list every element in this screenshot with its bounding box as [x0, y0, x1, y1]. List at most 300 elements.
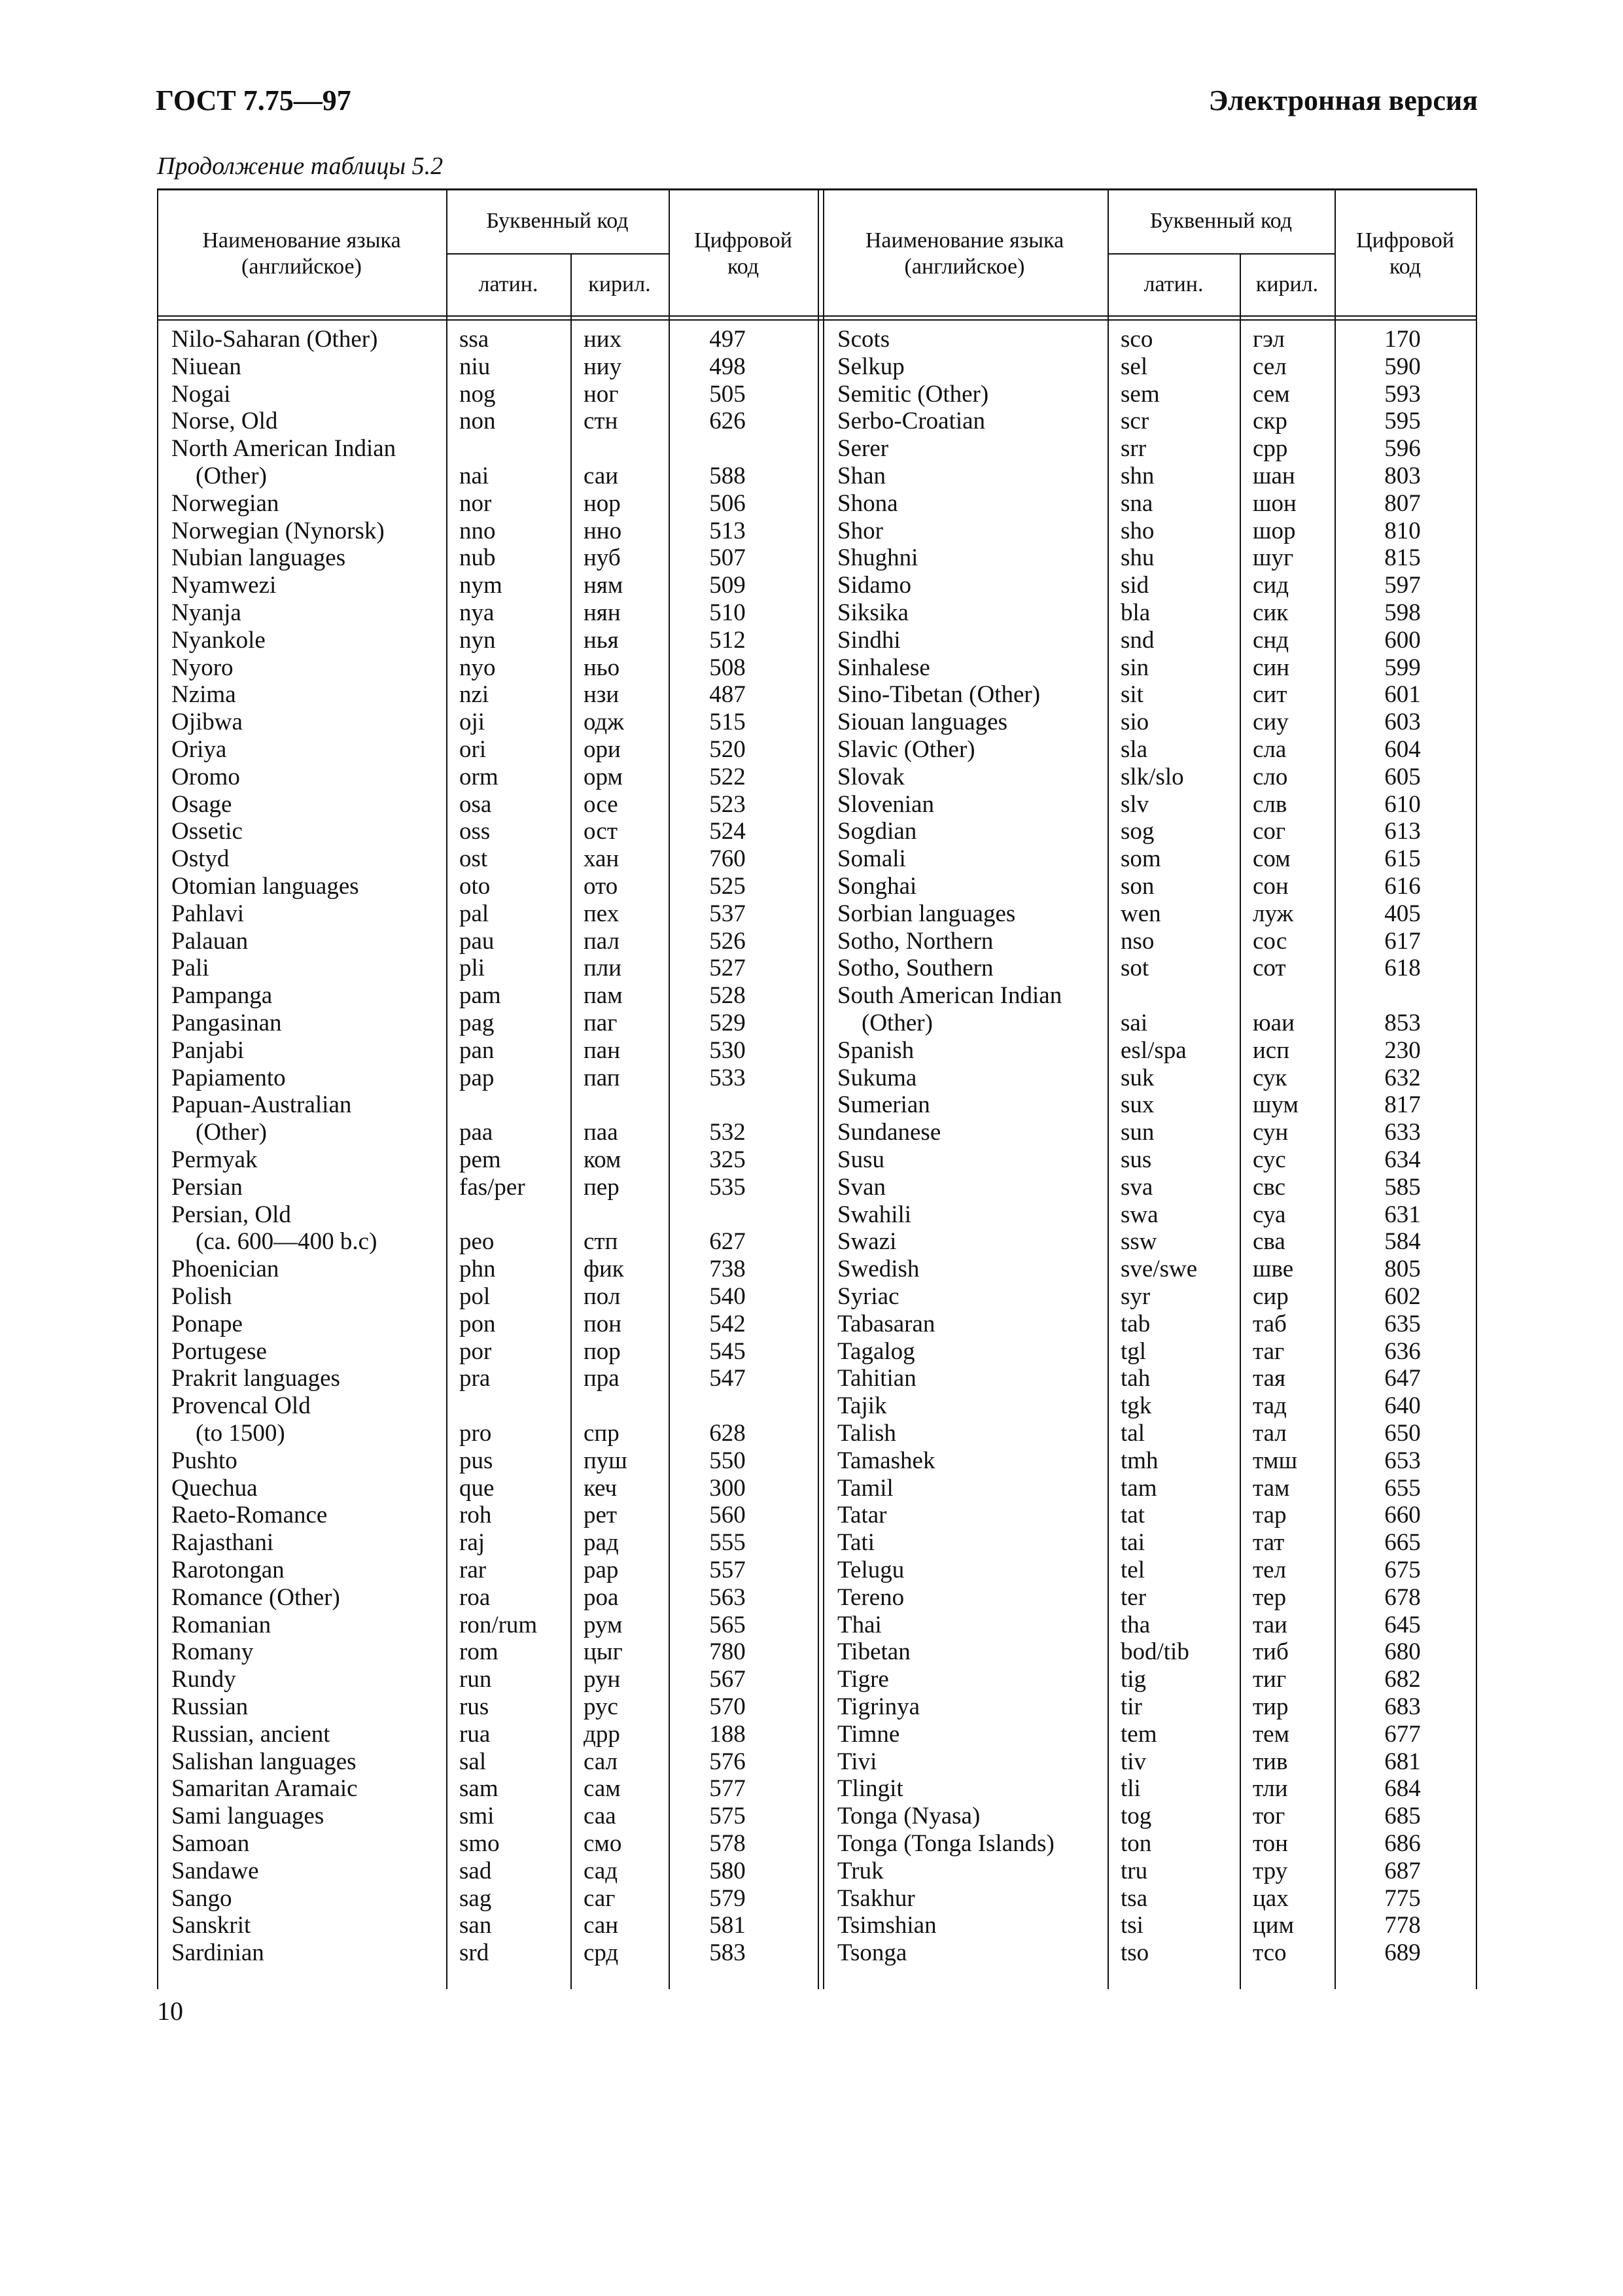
language-name: Tahitian — [837, 1365, 916, 1392]
cyrillic-code: стн — [584, 408, 618, 435]
language-name: Nyankole — [171, 626, 266, 654]
cyrillic-code: роа — [584, 1583, 619, 1611]
cyrillic-code: рум — [584, 1611, 623, 1638]
latin-code: orm — [459, 763, 498, 790]
latin-code: sai — [1121, 1010, 1148, 1036]
digital-code: 523 — [709, 790, 746, 818]
cyrillic-code: срд — [584, 1939, 619, 1967]
language-name: Permyak — [171, 1146, 258, 1173]
digital-code: 526 — [709, 927, 746, 955]
table-row — [157, 1119, 1477, 1146]
digital-code: 598 — [1384, 599, 1421, 626]
cyrillic-code: сит — [1253, 681, 1287, 709]
digital-code: 487 — [709, 681, 746, 709]
table-row — [157, 681, 1477, 709]
cyrillic-code: спр — [584, 1420, 620, 1447]
table-row — [157, 1256, 1477, 1283]
language-name: Slovenian — [837, 790, 934, 818]
cyrillic-code: скр — [1253, 408, 1287, 435]
digital-code: 645 — [1384, 1611, 1421, 1638]
language-name: Nzima — [171, 681, 236, 709]
cyrillic-code: сел — [1253, 353, 1287, 380]
cyrillic-code: слв — [1253, 790, 1287, 818]
latin-code: phn — [459, 1256, 496, 1283]
cyrillic-code: сир — [1253, 1283, 1289, 1310]
digital-code: 579 — [709, 1884, 746, 1912]
header-letter-code: Буквенный код — [486, 208, 629, 233]
language-name: Sinhalese — [837, 654, 930, 681]
table-row — [157, 326, 1477, 353]
language-name: Syriac — [837, 1283, 899, 1310]
language-name: Salishan languages — [171, 1748, 357, 1775]
language-name: Sardinian — [171, 1939, 264, 1967]
latin-code: sem — [1121, 380, 1160, 408]
language-name: Rarotongan — [171, 1557, 285, 1583]
digital-code: 805 — [1384, 1256, 1421, 1283]
latin-code: slv — [1121, 790, 1149, 818]
latin-code: san — [459, 1912, 492, 1939]
latin-code: sho — [1121, 517, 1155, 544]
table-row — [157, 900, 1477, 928]
digital-code: 660 — [1384, 1502, 1421, 1529]
language-name: Panjabi — [171, 1036, 244, 1064]
language-name: Shor — [837, 517, 883, 544]
cyrillic-code: ньо — [584, 654, 620, 681]
latin-code: peo — [459, 1228, 495, 1256]
latin-code: pus — [459, 1447, 493, 1474]
cyrillic-code: цах — [1253, 1884, 1289, 1912]
latin-code: tsa — [1121, 1884, 1148, 1912]
cyrillic-code: тли — [1253, 1775, 1288, 1803]
cyrillic-code: шуг — [1253, 544, 1294, 572]
latin-code: osa — [459, 790, 492, 818]
digital-code: 647 — [1384, 1365, 1421, 1392]
digital-code: 529 — [709, 1010, 746, 1036]
language-name: Tamashek — [837, 1447, 935, 1474]
language-name: Pangasinan — [171, 1010, 282, 1036]
latin-code: pam — [459, 982, 501, 1010]
cyrillic-code: тад — [1253, 1392, 1287, 1420]
language-name: Ostyd — [171, 845, 230, 873]
latin-code: rua — [459, 1720, 491, 1748]
language-name: Tsonga — [837, 1939, 907, 1967]
table-row — [157, 435, 1477, 463]
latin-code: tgl — [1121, 1337, 1147, 1365]
language-name: Thai — [837, 1611, 882, 1638]
language-name: Shona — [837, 489, 898, 517]
latin-code: swa — [1121, 1201, 1159, 1228]
cyrillic-code: тат — [1253, 1529, 1285, 1557]
language-name: Tereno — [837, 1583, 905, 1611]
digital-code: 230 — [1384, 1036, 1421, 1064]
language-name: Scots — [837, 326, 890, 353]
latin-code: nai — [459, 463, 489, 489]
digital-code: 588 — [709, 463, 746, 489]
language-name: North American Indian — [171, 435, 396, 463]
digital-code: 550 — [709, 1447, 746, 1474]
latin-code: tah — [1121, 1365, 1151, 1392]
language-name: Sandawe — [171, 1857, 259, 1884]
latin-code: scr — [1121, 408, 1149, 435]
digital-code: 530 — [709, 1036, 746, 1064]
latin-code: non — [459, 408, 496, 435]
cyrillic-code: пон — [584, 1310, 622, 1337]
latin-code: sid — [1121, 572, 1149, 599]
digital-code: 300 — [709, 1474, 746, 1502]
table-row — [157, 845, 1477, 873]
latin-code: run — [459, 1666, 492, 1693]
language-name: Tsakhur — [837, 1884, 915, 1912]
latin-code: tir — [1121, 1693, 1142, 1720]
cyrillic-code: пуш — [584, 1447, 627, 1474]
language-name: Sindhi — [837, 626, 901, 654]
digital-code: 683 — [1384, 1693, 1421, 1720]
cyrillic-code: осе — [584, 790, 618, 818]
language-name: Tonga (Nyasa) — [837, 1803, 981, 1830]
cyrillic-code: смо — [584, 1830, 622, 1857]
table-row — [157, 599, 1477, 627]
language-name: Ossetic — [171, 818, 243, 845]
latin-code: sva — [1121, 1173, 1153, 1201]
table-row — [157, 1803, 1477, 1830]
cyrillic-code: тру — [1253, 1857, 1288, 1884]
language-name: Timne — [837, 1720, 900, 1748]
digital-code: 627 — [709, 1228, 746, 1256]
language-name: Tagalog — [837, 1337, 915, 1365]
digital-code: 597 — [1384, 572, 1421, 599]
cyrillic-code: пан — [584, 1036, 621, 1064]
digital-code: 604 — [1384, 736, 1421, 763]
language-name: Svan — [837, 1173, 886, 1201]
digital-code: 595 — [1384, 408, 1421, 435]
digital-code: 681 — [1384, 1748, 1421, 1775]
digital-code: 605 — [1384, 763, 1421, 790]
cyrillic-code: юаи — [1253, 1010, 1295, 1036]
latin-code: smi — [459, 1803, 495, 1830]
cyrillic-code: пех — [584, 900, 620, 927]
digital-code: 532 — [709, 1119, 746, 1146]
language-name: Nilo-Saharan (Other) — [171, 326, 378, 353]
language-name: Tigre — [837, 1666, 889, 1693]
cyrillic-code: тив — [1253, 1748, 1288, 1775]
cyrillic-code: фик — [584, 1256, 624, 1283]
latin-code: roh — [459, 1502, 492, 1529]
cyrillic-code: тел — [1253, 1557, 1287, 1583]
cyrillic-code: рад — [584, 1529, 619, 1557]
digital-code: 567 — [709, 1666, 746, 1693]
digital-code: 525 — [709, 873, 746, 900]
language-name: Nubian languages — [171, 544, 346, 572]
latin-code: tgk — [1121, 1392, 1152, 1420]
digital-code: 528 — [709, 982, 746, 1010]
latin-code: ori — [459, 736, 487, 763]
latin-code: srd — [459, 1939, 489, 1967]
latin-code: smo — [459, 1830, 500, 1857]
digital-code: 626 — [709, 408, 746, 435]
language-name: (to 1500) — [171, 1420, 285, 1447]
cyrillic-code: ням — [584, 572, 623, 599]
cyrillic-code: сук — [1253, 1064, 1287, 1091]
table-row — [157, 627, 1477, 654]
cyrillic-code: рус — [584, 1693, 618, 1720]
digital-code: 615 — [1384, 845, 1421, 873]
table-row — [157, 818, 1477, 845]
digital-code: 760 — [709, 845, 746, 873]
cyrillic-code: таб — [1253, 1310, 1287, 1337]
digital-code: 603 — [1384, 709, 1421, 736]
latin-code: sit — [1121, 681, 1143, 709]
cyrillic-code: тем — [1253, 1720, 1290, 1748]
language-name: Spanish — [837, 1036, 915, 1064]
latin-code: sco — [1121, 326, 1153, 353]
table-row — [157, 955, 1477, 982]
header-cyrillic: кирил. — [588, 272, 651, 296]
latin-code: rom — [459, 1638, 498, 1666]
digital-code: 520 — [709, 736, 746, 763]
latin-code: tha — [1121, 1611, 1151, 1638]
digital-code: 675 — [1384, 1557, 1421, 1583]
latin-code: que — [459, 1474, 495, 1502]
language-name: Tibetan — [837, 1638, 911, 1666]
table-row — [157, 518, 1477, 545]
table-row — [157, 1174, 1477, 1201]
header-latin: латин. — [478, 272, 538, 296]
language-name: Sango — [171, 1884, 232, 1912]
table-row — [157, 1612, 1477, 1639]
header-language-name: Наименование языка (английское) — [202, 228, 401, 279]
latin-code: rus — [459, 1693, 489, 1720]
latin-code: pap — [459, 1064, 495, 1091]
language-name: Shughni — [837, 544, 918, 572]
table-row — [157, 1201, 1477, 1229]
latin-code: esl/spa — [1121, 1036, 1187, 1064]
digital-code: 507 — [709, 544, 746, 572]
latin-code: ron/rum — [459, 1611, 538, 1638]
cyrillic-code: снд — [1253, 626, 1289, 654]
cyrillic-code: паа — [584, 1119, 618, 1146]
cyrillic-code: пол — [584, 1283, 621, 1310]
latin-code: paa — [459, 1119, 493, 1146]
language-name: Sumerian — [837, 1091, 930, 1119]
language-name: Sundanese — [837, 1119, 941, 1146]
latin-code: bod/tib — [1121, 1638, 1189, 1666]
language-name: Rajasthani — [171, 1529, 274, 1557]
latin-code: sux — [1121, 1091, 1155, 1119]
digital-code: 601 — [1384, 681, 1421, 709]
latin-code: pro — [459, 1420, 492, 1447]
cyrillic-code: ото — [584, 873, 618, 900]
language-name: Samoan — [171, 1830, 250, 1857]
cyrillic-code: сва — [1253, 1228, 1285, 1256]
header-digital-code: Цифровой код — [1356, 228, 1454, 279]
latin-code: tso — [1121, 1939, 1149, 1967]
latin-code: snd — [1121, 626, 1155, 654]
latin-code: pag — [459, 1010, 495, 1036]
latin-code: por — [459, 1337, 492, 1365]
language-name: Sogdian — [837, 818, 917, 845]
cyrillic-code: тиб — [1253, 1638, 1289, 1666]
table-row — [157, 1283, 1477, 1311]
digital-code: 682 — [1384, 1666, 1421, 1693]
latin-code: suk — [1121, 1064, 1155, 1091]
latin-code: sus — [1121, 1146, 1152, 1173]
language-name: Siksika — [837, 599, 909, 626]
edition-label: Электронная версия — [1208, 84, 1478, 116]
digital-code: 685 — [1384, 1803, 1421, 1830]
cyrillic-code: тер — [1253, 1583, 1287, 1611]
document-standard-id: ГОСТ 7.75—97 — [156, 84, 351, 116]
language-name: Persian, Old — [171, 1201, 291, 1228]
digital-code: 533 — [709, 1064, 746, 1091]
language-name: Papuan-Australian — [171, 1091, 352, 1119]
table-row — [157, 381, 1477, 408]
digital-code: 581 — [709, 1912, 746, 1939]
cyrillic-code: таг — [1253, 1337, 1285, 1365]
cyrillic-code: дрр — [584, 1720, 620, 1748]
cyrillic-code: сан — [584, 1912, 619, 1939]
digital-code: 557 — [709, 1557, 746, 1583]
latin-code: tiv — [1121, 1748, 1147, 1775]
latin-code: nso — [1121, 927, 1155, 955]
cyrillic-code: сло — [1253, 763, 1288, 790]
digital-code: 600 — [1384, 626, 1421, 654]
cyrillic-code: свс — [1253, 1173, 1286, 1201]
digital-code: 505 — [709, 380, 746, 408]
cyrillic-code: ост — [584, 818, 618, 845]
digital-code: 512 — [709, 626, 746, 654]
table-row — [157, 654, 1477, 682]
table-row — [157, 1392, 1477, 1420]
cyrillic-code: ком — [584, 1146, 621, 1173]
digital-code: 617 — [1384, 927, 1421, 955]
digital-code: 405 — [1384, 900, 1421, 927]
cyrillic-code: сун — [1253, 1119, 1289, 1146]
digital-code: 632 — [1384, 1064, 1421, 1091]
latin-code: nym — [459, 572, 502, 599]
language-name: Sotho, Northern — [837, 927, 994, 955]
digital-code: 815 — [1384, 544, 1421, 572]
header-bottom-rule — [157, 315, 1477, 321]
language-name: Romany — [171, 1638, 254, 1666]
language-name: Tivi — [837, 1748, 877, 1775]
digital-code: 506 — [709, 489, 746, 517]
language-name: Ponape — [171, 1310, 243, 1337]
language-name: Sanskrit — [171, 1912, 251, 1939]
cyrillic-code: сог — [1253, 818, 1286, 845]
language-name: Pushto — [171, 1447, 237, 1474]
digital-code: 170 — [1384, 326, 1421, 353]
latin-code: tmh — [1121, 1447, 1159, 1474]
digital-code: 560 — [709, 1502, 746, 1529]
latin-code: tam — [1121, 1474, 1157, 1502]
cyrillic-code: сад — [584, 1857, 618, 1884]
cyrillic-code: нор — [584, 489, 621, 517]
latin-code: raj — [459, 1529, 485, 1557]
cyrillic-code: нзи — [584, 681, 620, 709]
latin-code: tig — [1121, 1666, 1147, 1693]
cyrillic-code: шве — [1253, 1256, 1294, 1283]
latin-code: syr — [1121, 1283, 1151, 1310]
language-name: Semitic (Other) — [837, 380, 989, 408]
latin-code: nno — [459, 517, 496, 544]
latin-code: oji — [459, 709, 485, 736]
cyrillic-code: там — [1253, 1474, 1290, 1502]
language-name: Tigrinya — [837, 1693, 920, 1720]
digital-code: 810 — [1384, 517, 1421, 544]
table-row — [157, 1502, 1477, 1529]
header-letter-code: Буквенный код — [1149, 208, 1293, 233]
digital-code: 633 — [1384, 1119, 1421, 1146]
cyrillic-code: сла — [1253, 736, 1287, 763]
table-row — [157, 1065, 1477, 1092]
table-row — [157, 736, 1477, 764]
header-digital-code: Цифровой код — [694, 228, 792, 279]
language-name: Swazi — [837, 1228, 897, 1256]
language-name: Prakrit languages — [171, 1365, 340, 1392]
digital-code: 634 — [1384, 1146, 1421, 1173]
table-row — [157, 1146, 1477, 1174]
cyrillic-code: сем — [1253, 380, 1290, 408]
latin-code: pau — [459, 927, 495, 955]
digital-code: 853 — [1384, 1010, 1421, 1036]
language-name: Somali — [837, 845, 906, 873]
language-name: Samaritan Aramaic — [171, 1775, 358, 1803]
header-language-name: Наименование языка (английское) — [865, 228, 1064, 279]
digital-code: 599 — [1384, 654, 1421, 681]
cyrillic-code: рет — [584, 1502, 618, 1529]
language-name: Romanian — [171, 1611, 271, 1638]
latin-code: ton — [1121, 1830, 1152, 1857]
digital-code: 513 — [709, 517, 746, 544]
language-name: Palauan — [171, 927, 249, 955]
latin-code: fas/per — [459, 1173, 525, 1201]
cyrillic-code: пер — [584, 1173, 620, 1201]
cyrillic-code: нуб — [584, 544, 621, 572]
digital-code: 686 — [1384, 1830, 1421, 1857]
digital-code: 498 — [709, 353, 746, 380]
language-name: Slavic (Other) — [837, 736, 975, 763]
latin-code: tli — [1121, 1775, 1141, 1803]
language-name: Pahlavi — [171, 900, 244, 927]
latin-code: sot — [1121, 955, 1149, 982]
latin-code: tru — [1121, 1857, 1148, 1884]
table-row — [157, 1447, 1477, 1475]
latin-code: pol — [459, 1283, 491, 1310]
latin-code: sin — [1121, 654, 1149, 681]
latin-code: niu — [459, 353, 491, 380]
digital-code: 780 — [709, 1638, 746, 1666]
digital-code: 684 — [1384, 1775, 1421, 1803]
digital-code: 590 — [1384, 353, 1421, 380]
language-name: Tonga (Tonga Islands) — [837, 1830, 1055, 1857]
cyrillic-code: пли — [584, 955, 622, 982]
cyrillic-code: сик — [1253, 599, 1289, 626]
language-name: Shan — [837, 463, 886, 489]
language-name: Nyoro — [171, 654, 234, 681]
digital-code: 613 — [1384, 818, 1421, 845]
language-name: Sami languages — [171, 1803, 324, 1830]
latin-code: rar — [459, 1557, 487, 1583]
cyrillic-code: тог — [1253, 1803, 1285, 1830]
table-row — [157, 1228, 1477, 1256]
header-latin: латин. — [1143, 272, 1204, 296]
latin-code: sam — [459, 1775, 498, 1803]
language-name: Tabasaran — [837, 1310, 935, 1337]
digital-code: 188 — [709, 1720, 746, 1748]
digital-code: 817 — [1384, 1091, 1421, 1119]
latin-code: nzi — [459, 681, 489, 709]
latin-code: tsi — [1121, 1912, 1143, 1939]
